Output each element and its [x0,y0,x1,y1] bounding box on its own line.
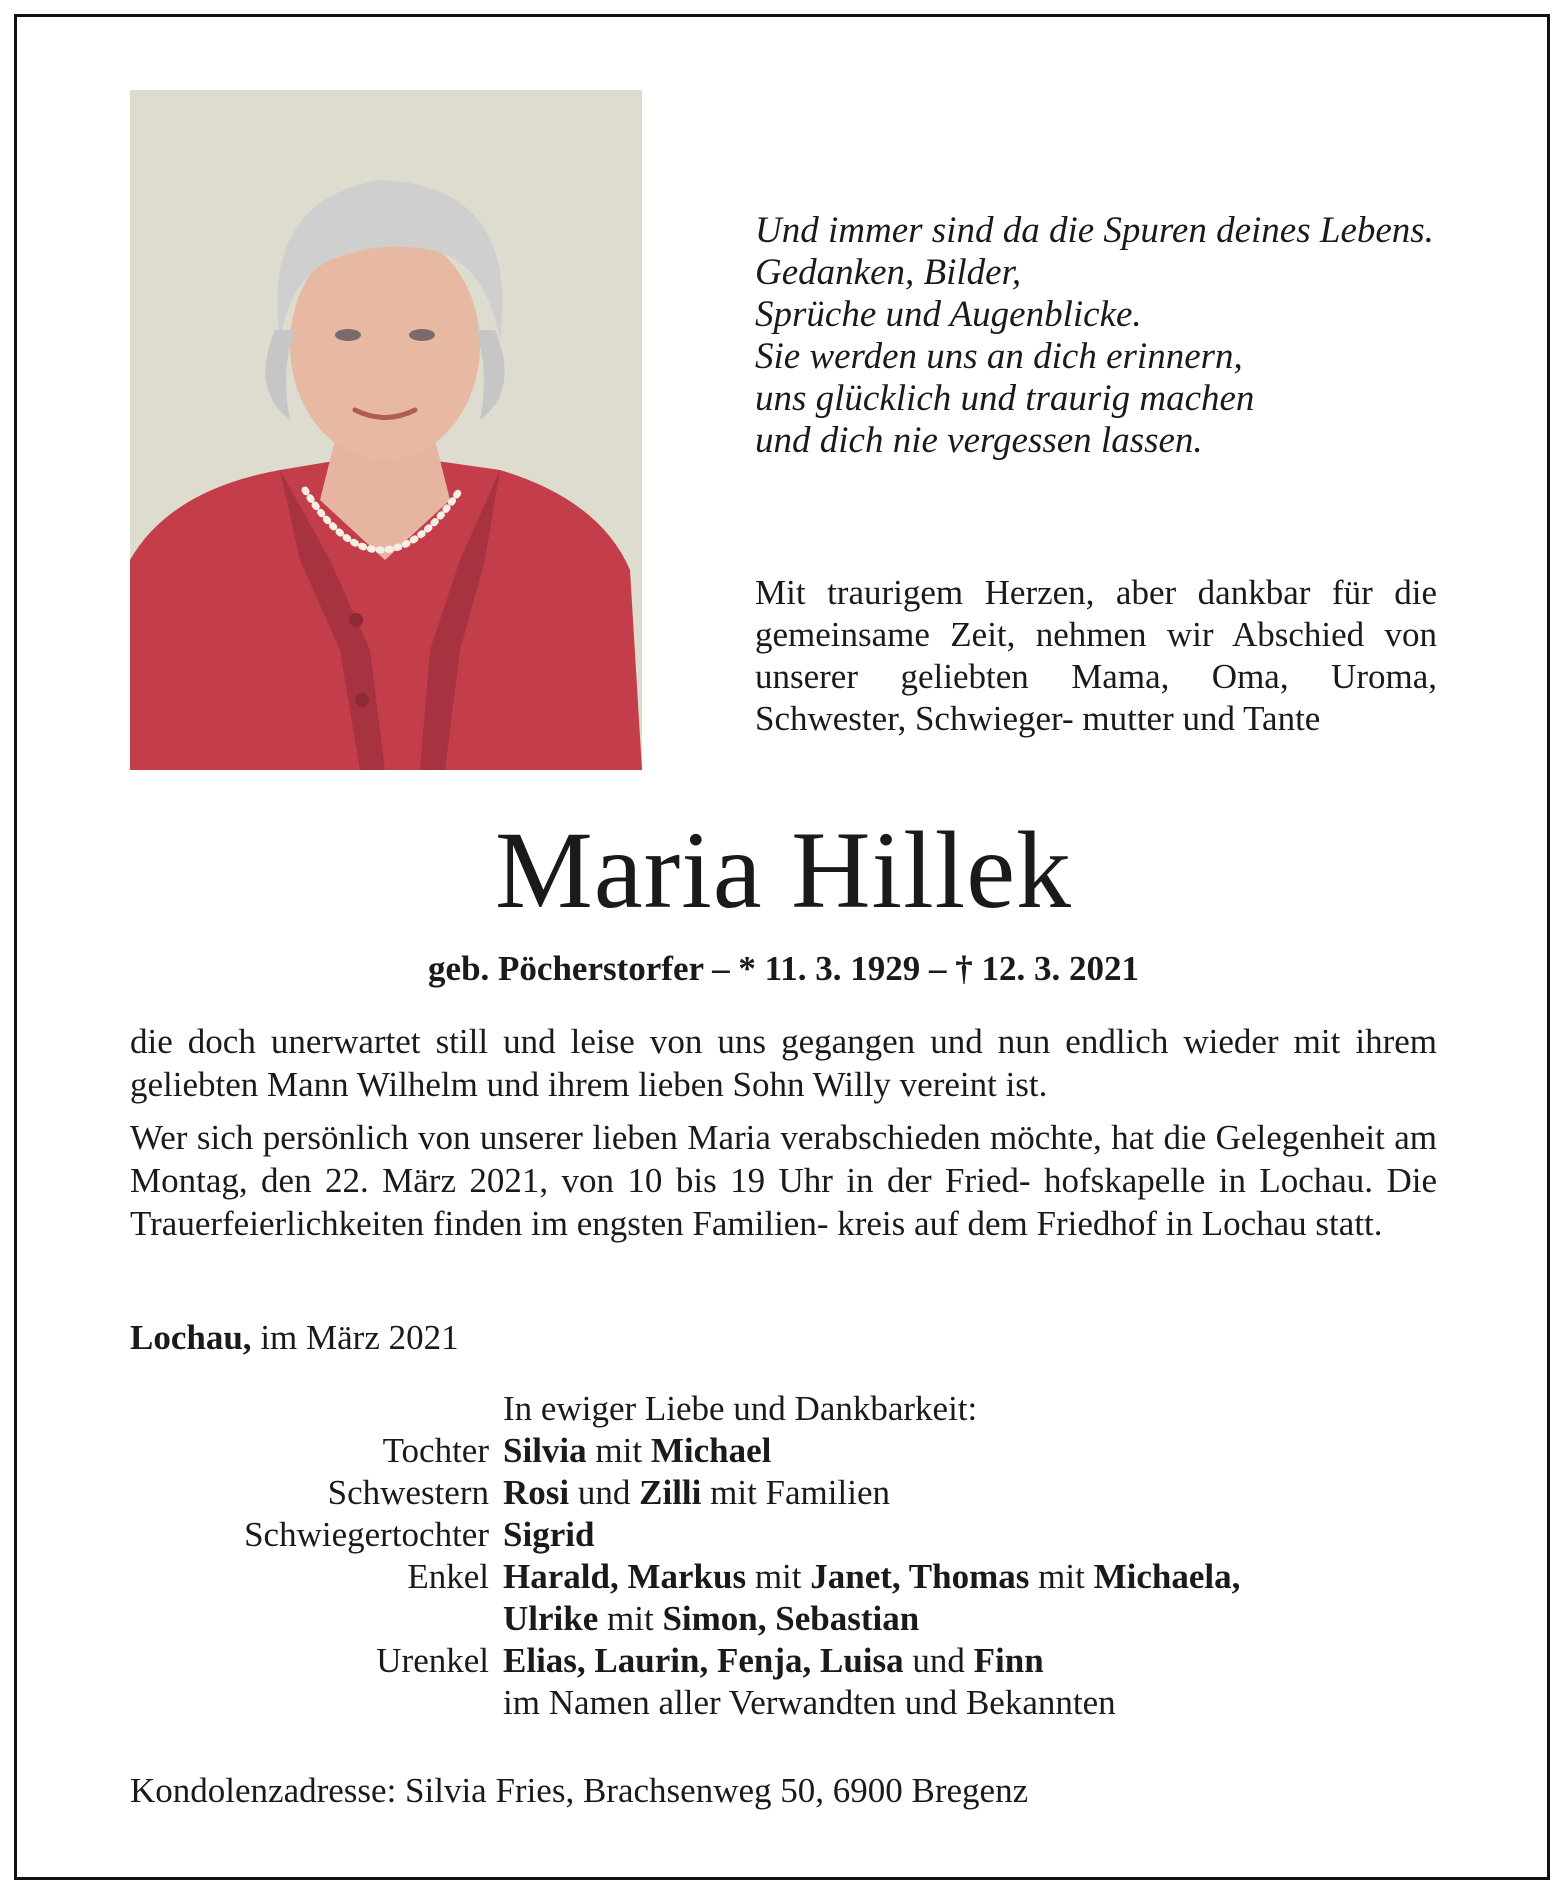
mourners-heading: In ewiger Liebe und Dankbarkeit: [503,1389,978,1428]
mourner-row: Enkel Harald, Markus mit Janet, Thomas mit Michaela, Ulrike mit Simon, Sebastian [130,1556,1460,1640]
relation-label: Tochter [382,1431,489,1470]
memorial-poem [755,210,1475,462]
intro-text: Mit traurigem Herzen, aber dankbar für die gemeinsame Zeit, nehmen wir Abschied von unserer geliebten Mama, Oma, Uroma, Schwester, Schwieger- mutter und Tante [755,573,1437,738]
mourners-list [130,1388,1460,1724]
farewell-paragraph: Wer sich persönlich von unserer lieben Maria verabschieden möchte, hat die Gelegenheit am Montag, den 22. März 2021, von 10 bis 19 Uhr in der Fried- hofskapelle in Lochau. Die Trauerfeierlichkeiten finden im engsten Familien- kreis auf dem Friedhof in Lochau statt. [130,1118,1437,1243]
poem-line: Und immer sind da die Spuren deines Lebens. [755,210,1434,251]
mourner-row: Schwestern Rosi und Zilli mit Familien [130,1472,1460,1514]
poem-line: und dich nie vergessen lassen. [755,420,1203,461]
condolence-address: Kondolenzadresse: Silvia Fries, Brachsenweg 50, 6900 Bregenz [130,1771,1029,1810]
mourner-row: Urenkel Elias, Laurin, Fenja, Luisa und Finn [130,1640,1460,1682]
relation-label: Urenkel [376,1641,489,1680]
poem-line: Sprüche und Augenblicke. [755,294,1142,335]
place-town: Lochau, [130,1318,252,1357]
place-date [130,1316,459,1359]
announcement-paragraph: die doch unerwartet still und leise von uns gegangen und nun endlich wieder mit ihrem geliebten Mann Wilhelm und ihrem lieben Sohn Willy vereint ist. [130,1022,1437,1104]
mourners-closing: im Namen aller Verwandten und Bekannten [503,1683,1116,1722]
relation-label: Enkel [407,1557,489,1596]
portrait-photo [130,90,642,770]
poem-line: Sie werden uns an dich erinnern, [755,336,1243,377]
relation-label: Schwiegertochter [244,1515,489,1554]
place-date-text: im März 2021 [251,1318,459,1357]
poem-line: Gedanken, Bilder, [755,252,1022,293]
relation-label: Schwestern [327,1473,489,1512]
poem-line: uns glücklich und traurig machen [755,378,1255,419]
mourner-row: Schwiegertochter Sigrid [130,1514,1460,1556]
mourner-row: Tochter Silvia mit Michael [130,1430,1460,1472]
birth-death-line: geb. Pöcherstorfer – * 11. 3. 1929 – † 12. 3. 2021 [428,949,1139,988]
deceased-name: Maria Hillek [494,809,1073,931]
